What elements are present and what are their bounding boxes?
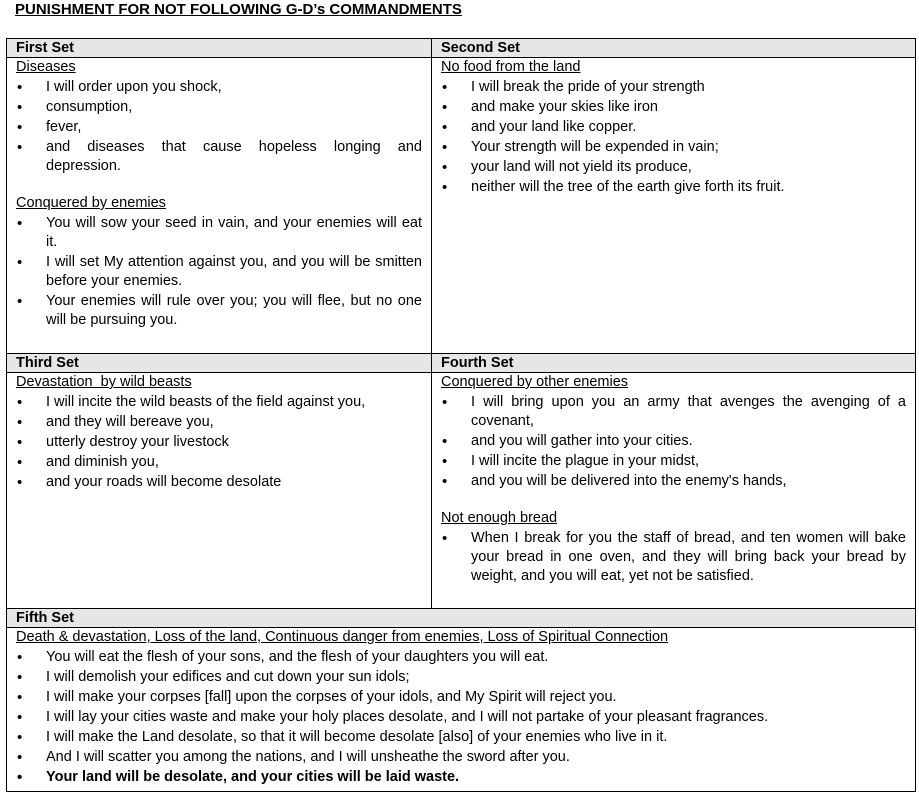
- list-item: • I will bring upon you an army that avenges the avenging of a covenant,: [441, 392, 906, 431]
- list-item: • neither will the tree of the earth give forth its fruit.: [441, 177, 906, 197]
- other-enemies-heading: Conquered by other enemies: [441, 374, 629, 390]
- list-item: • You will sow your seed in vain, and your enemies will eat it.: [16, 213, 422, 252]
- list-item: • I will incite the wild beasts of the field against you,: [16, 392, 422, 412]
- fifth-set-cell: [7, 628, 916, 792]
- list-item: • Your enemies will rule over you; you will flee, but no one will be pursuing you.: [16, 291, 422, 330]
- fifth-set-header: Fifth Set: [7, 609, 916, 628]
- list-item: • I will make your corpses [fall] upon the corpses of your idols, and My Spirit will reject you.: [16, 687, 906, 707]
- list-item: • You will eat the flesh of your sons, and the flesh of your daughters you will eat.: [16, 647, 906, 667]
- conquered-list: [16, 213, 422, 330]
- list-item: • consumption,: [16, 97, 422, 117]
- list-item: • I will incite the plague in your midst,: [441, 451, 906, 471]
- list-item: • and your roads will become desolate: [16, 472, 422, 492]
- second-set-cell: [432, 58, 916, 354]
- no-food-heading: No food from the land: [441, 59, 581, 75]
- not-enough-bread-heading: Not enough bread: [441, 510, 558, 526]
- fourth-set-header: Fourth Set: [432, 354, 916, 373]
- list-item: • and make your skies like iron: [441, 97, 906, 117]
- death-devastation-list: [16, 647, 906, 787]
- no-food-list: [441, 77, 906, 197]
- other-enemies-list: [441, 392, 906, 491]
- second-set-header: Second Set: [432, 39, 916, 58]
- first-set-cell: [7, 58, 432, 354]
- punishment-table: [6, 38, 916, 792]
- list-item: • I will lay your cities waste and make your holy places desolate, and I will not partake of your pleasant fragrances.: [16, 707, 906, 727]
- list-item: • I will make the Land desolate, so that it will become desolate [also] of your enemies who live in it.: [16, 727, 906, 747]
- document-title: PUNISHMENT FOR NOT FOLLOWING G-D’s COMMANDMENTS: [15, 1, 462, 18]
- diseases-list: [16, 77, 422, 176]
- list-item: • Your land will be desolate, and your cities will be laid waste.: [16, 767, 906, 787]
- death-devastation-heading: Death & devastation, Loss of the land, Continuous danger from enemies, Loss of Spiritual Connection: [16, 629, 669, 645]
- list-item: • utterly destroy your livestock: [16, 432, 422, 452]
- list-item: • Your strength will be expended in vain;: [441, 137, 906, 157]
- list-item: • I will set My attention against you, and you will be smitten before your enemies.: [16, 252, 422, 291]
- fourth-set-cell: [432, 373, 916, 609]
- not-enough-bread-list: [441, 528, 906, 586]
- list-item: • and your land like copper.: [441, 117, 906, 137]
- wild-beasts-heading: Devastation by wild beasts: [16, 374, 192, 390]
- list-item: • and diminish you,: [16, 452, 422, 472]
- diseases-heading: Diseases: [16, 59, 76, 75]
- list-item: • your land will not yield its produce,: [441, 157, 906, 177]
- list-item: • and you will gather into your cities.: [441, 431, 906, 451]
- list-item: • I will order upon you shock,: [16, 77, 422, 97]
- third-set-cell: [7, 373, 432, 609]
- third-set-header: Third Set: [7, 354, 432, 373]
- list-item: • fever,: [16, 117, 422, 137]
- spacer: [16, 176, 422, 194]
- list-item: • And I will scatter you among the nations, and I will unsheathe the sword after you.: [16, 747, 906, 767]
- list-item: • I will break the pride of your strength: [441, 77, 906, 97]
- list-item: • When I break for you the staff of bread, and ten women will bake your bread in one oven, and they will bring back your bread by weight, and you will eat, yet not be satisfied.: [441, 528, 906, 586]
- list-item: • and they will bereave you,: [16, 412, 422, 432]
- wild-beasts-list: [16, 392, 422, 492]
- spacer: [441, 491, 906, 509]
- list-item: • I will demolish your edifices and cut down your sun idols;: [16, 667, 906, 687]
- conquered-heading: Conquered by enemies: [16, 195, 166, 211]
- list-item: • and diseases that cause hopeless longing and depression.: [16, 137, 422, 176]
- first-set-header: First Set: [7, 39, 432, 58]
- list-item: • and you will be delivered into the enemy's hands,: [441, 471, 906, 491]
